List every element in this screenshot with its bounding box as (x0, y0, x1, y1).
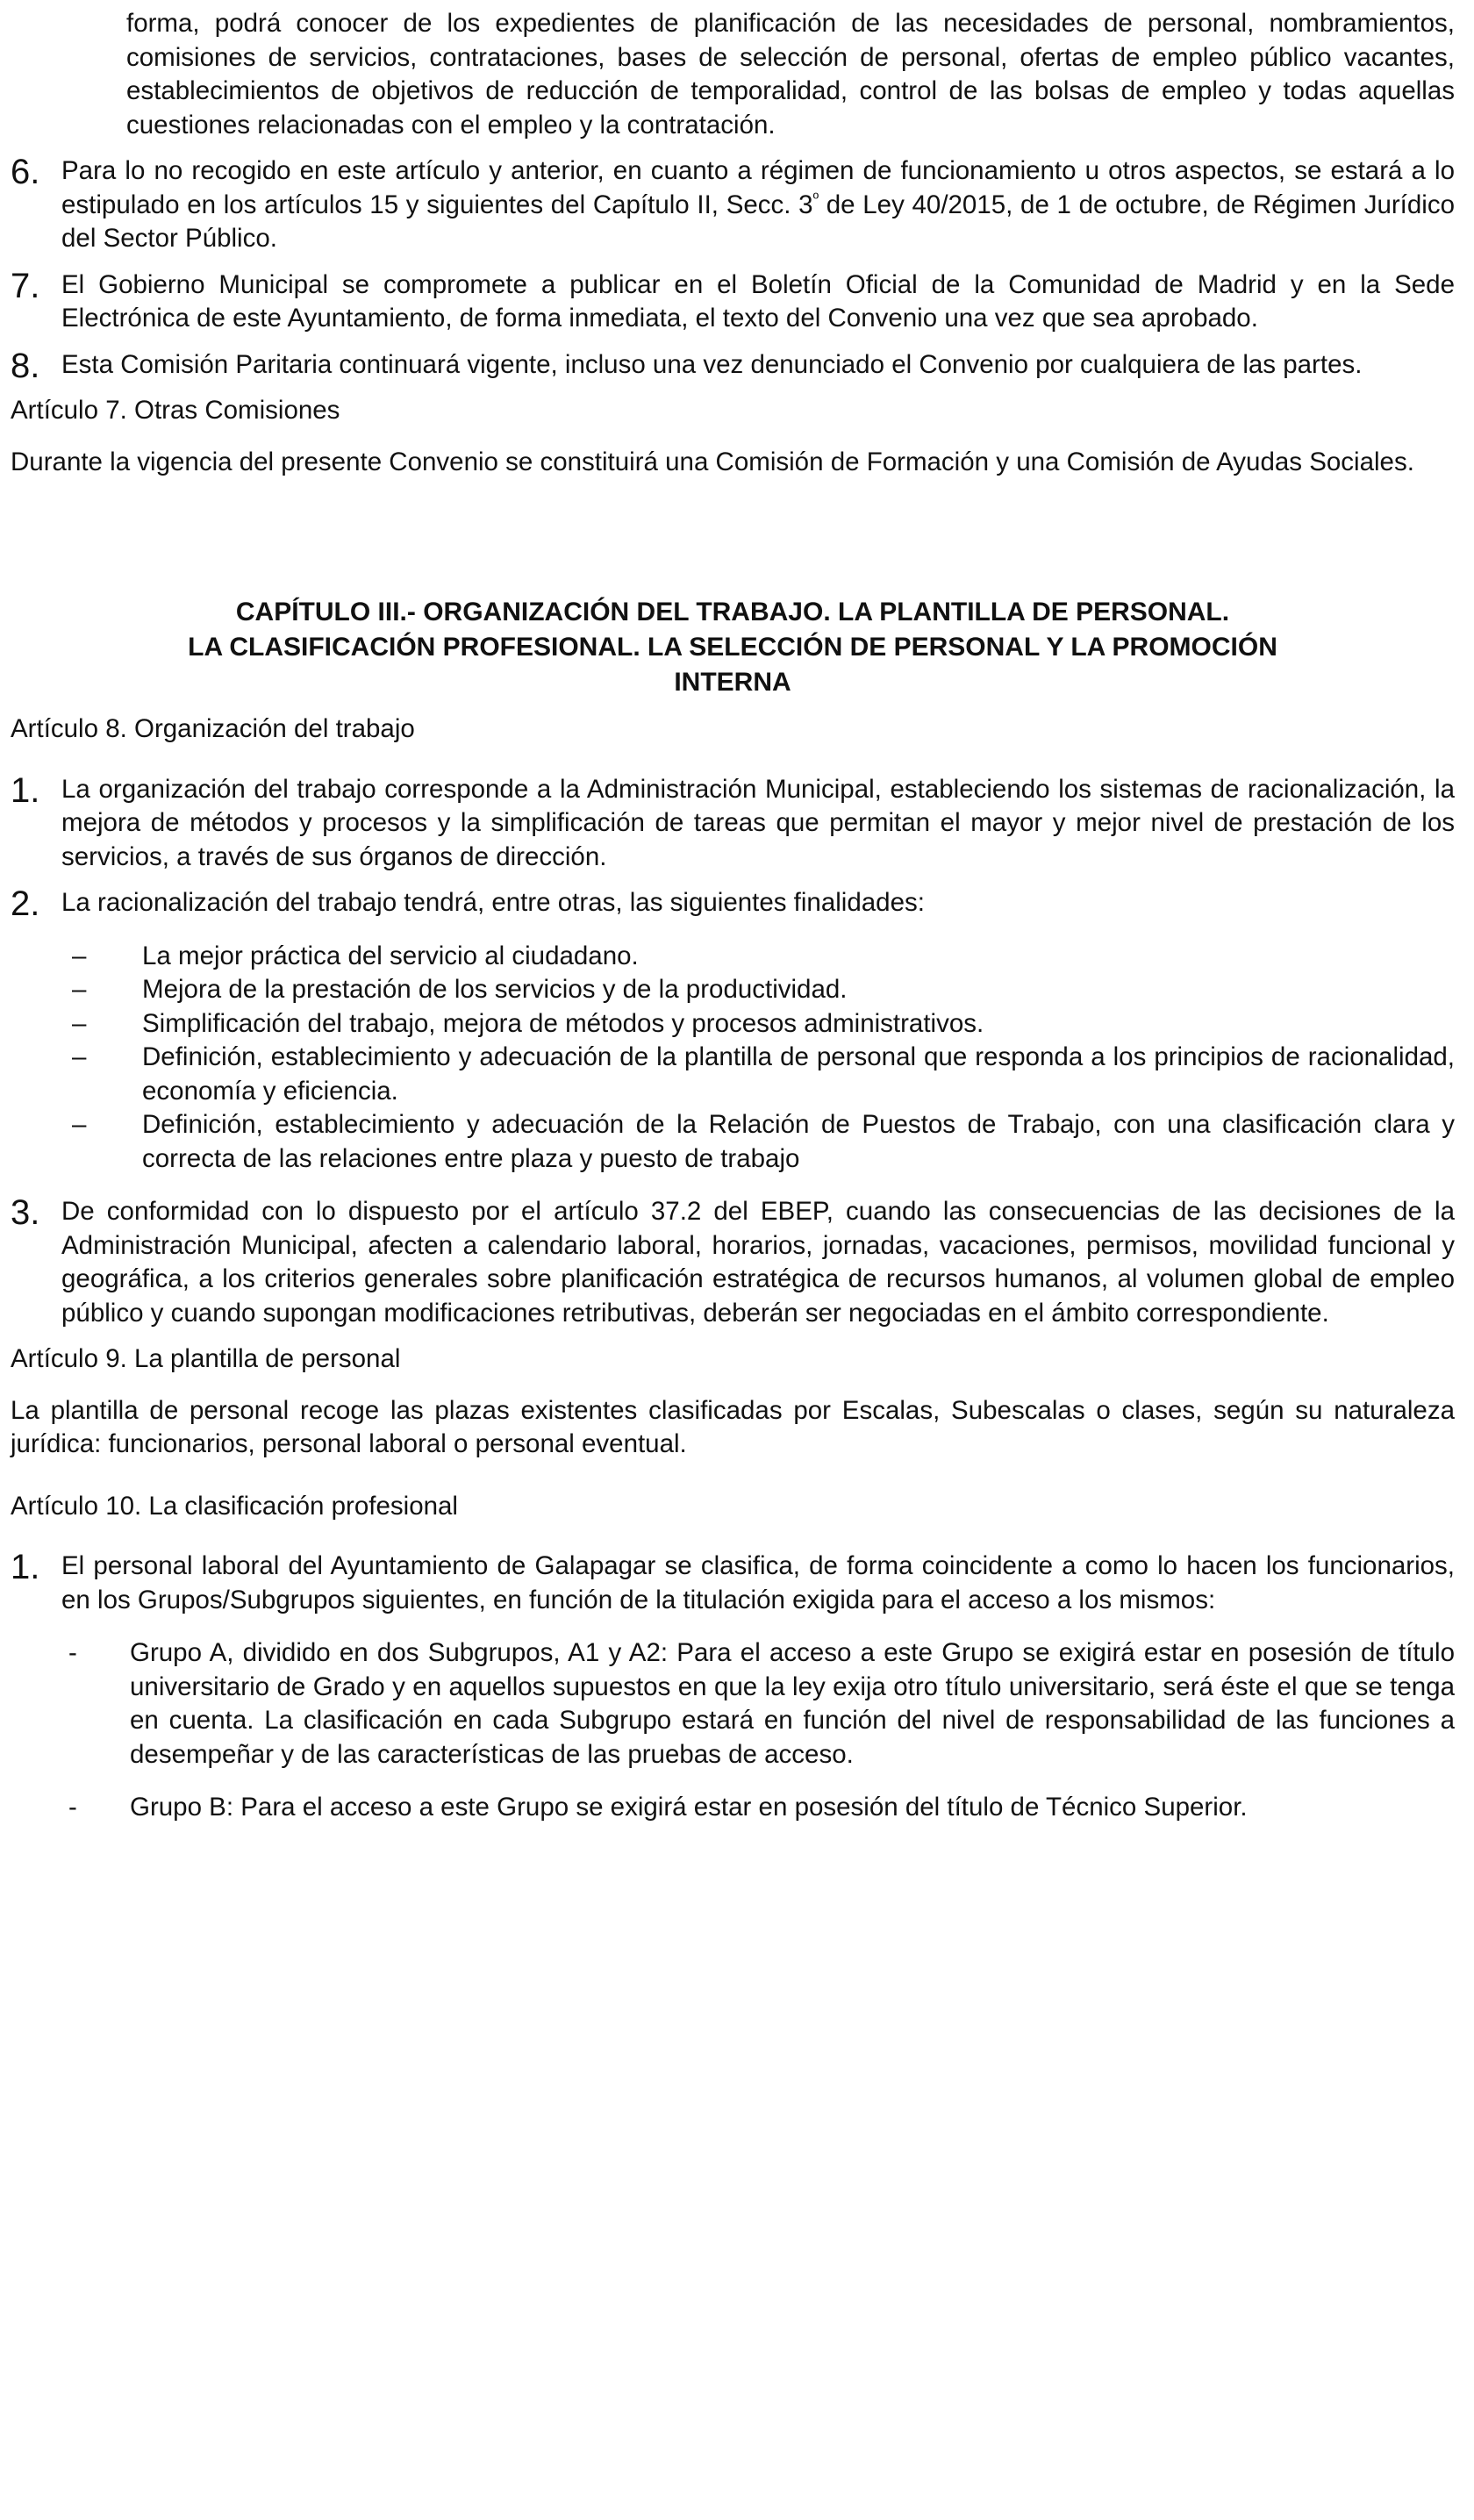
dash-marker: – (72, 975, 87, 1004)
dash-marker: – (72, 1042, 87, 1071)
list-item (11, 940, 1455, 974)
chapter-title-line: CAPÍTULO III.- ORGANIZACIÓN DEL TRABAJO. LA PLANTILLA DE PERSONAL. (235, 598, 1230, 626)
list-item (11, 1636, 1455, 1772)
item-text-part: Para lo no recogido en este artículo y anterior, en cuanto a régimen de funcionamiento u otros aspectos, se estará a lo estipulado en los artículos 15 y siguientes del Capítulo II, Secc. 3 (61, 156, 1455, 219)
item-text: La organización del trabajo corresponde a la Administración Municipal, estableciendo los sistemas de racionalización, la mejora de métodos y procesos y la simplificación de tareas que permitan el mayor y mejor nivel de prestación de los servicios, a través de sus órganos de dirección. (61, 774, 1455, 871)
item-text: El Gobierno Municipal se compromete a publicar en el Boletín Oficial de la Comunidad de Madrid y en la Sede Electrónica de este Ayuntamiento, de forma inmediata, el texto del Convenio una vez que sea aprobado. (61, 269, 1455, 333)
dash-marker: – (72, 1110, 87, 1139)
list-item-text: Simplificación del trabajo, mejora de métodos y procesos administrativos. (142, 1008, 984, 1038)
article-7-text: Durante la vigencia del presente Convenio se constituirá una Comisión de Formación y una Comisión de Ayudas Sociales. (11, 447, 1414, 476)
item-number: 1. (11, 770, 40, 810)
item-text-part: de Ley 40/2015, de 1 de octubre, de Régimen Jurídico del Sector Público. (61, 190, 1455, 253)
list-item (11, 1007, 1455, 1042)
item-text: La racionalización del trabajo tendrá, entre otras, las siguientes finalidades: (61, 888, 925, 917)
finalidades-list (11, 940, 1455, 1177)
list-item-text: Grupo A, dividido en dos Subgrupos, A1 y A2: Para el acceso a este Grupo se exigirá estar en posesión de título universitario de Grado y en aquellos supuestos en que la ley exija otro título universitario, será éste el que se tenga en cuenta. La clasificación en cada Subgrupo estará en función del nivel de responsabilidad de las funciones a desempeñar y de las características de las pruebas de acceso. (130, 1638, 1455, 1769)
list-item-text: Mejora de la prestación de los servicios y de la productividad. (142, 975, 848, 1004)
item-number: 7. (11, 266, 40, 305)
list-item (11, 973, 1455, 1007)
item-text: El personal laboral del Ayuntamiento de Galapagar se clasifica, de forma coincidente a como lo hacen los funcionarios, en los Grupos/Subgrupos siguientes, en función de la titulación exigida para el acceso a los mismos: (61, 1551, 1455, 1614)
dash-marker: – (72, 941, 87, 970)
article-7-heading: Artículo 7. Otras Comisiones (11, 396, 340, 425)
list-item-text: Grupo B: Para el acceso a este Grupo se exigirá estar en posesión del título de Técnico Superior. (130, 1793, 1248, 1822)
list-item-text: La mejor práctica del servicio al ciudadano. (142, 941, 639, 970)
list-item (11, 1791, 1455, 1825)
item-number: 3. (11, 1193, 40, 1232)
numbered-item-3 (11, 1195, 1455, 1330)
grupos-list (11, 1636, 1455, 1825)
list-item (11, 1108, 1455, 1176)
item-number: 8. (11, 346, 40, 385)
ordinal-sup: º (812, 189, 819, 207)
dash-marker: - (68, 1793, 77, 1822)
item-text: Esta Comisión Paritaria continuará vigente, incluso una vez denunciado el Convenio por cualquiera de las partes. (61, 349, 1363, 379)
numbered-item-8 (11, 348, 1455, 383)
list-item-text: Definición, establecimiento y adecuación de la Relación de Puestos de Trabajo, con una clasificación clara y correcta de las relaciones entre plaza y puesto de trabajo (142, 1110, 1455, 1173)
item-text: De conformidad con lo dispuesto por el artículo 37.2 del EBEP, cuando las consecuencias de las decisiones de la Administración Municipal, afecten a calendario laboral, horarios, jornadas, vacaciones, permisos, movilidad funcional y geográfica, a los criterios generales sobre planificación estratégica de recursos humanos, al volumen global de empleo público y cuando supongan modificaciones retributivas, deberán ser negociadas en el ámbito correspondiente. (61, 1197, 1455, 1328)
list-item (11, 1041, 1455, 1108)
chapter-title-line: INTERNA (674, 668, 791, 697)
numbered-item-1 (11, 1550, 1455, 1617)
article-8-heading: Artículo 8. Organización del trabajo (11, 714, 415, 743)
dash-marker: – (72, 1008, 87, 1038)
list-item-text: Definición, establecimiento y adecuación de la plantilla de personal que responda a los principios de racionalidad, economía y eficiencia. (142, 1042, 1455, 1106)
chapter-title-line: LA CLASIFICACIÓN PROFESIONAL. LA SELECCIÓN DE PERSONAL Y LA PROMOCIÓN (188, 633, 1277, 662)
dash-marker: - (68, 1638, 77, 1667)
article-9-heading: Artículo 9. La plantilla de personal (11, 1344, 401, 1373)
intro-paragraph: forma, podrá conocer de los expedientes de planificación de las necesidades de personal, nombramientos, comisiones de servicios, contrataciones, bases de selección de personal, ofertas de empleo público vacantes, establecimientos de objetivos de reducción de temporalidad, control de las bolsas de empleo y todas aquellas cuestiones relacionadas con el empleo y la contratación. (126, 9, 1455, 140)
article-9-text: La plantilla de personal recoge las plazas existentes clasificadas por Escalas, Subescalas o clases, según su naturaleza jurídica: funcionarios, personal laboral o personal eventual. (11, 1395, 1455, 1458)
numbered-item-6 (11, 154, 1455, 256)
numbered-item-2 (11, 884, 1455, 923)
numbered-item-1 (11, 770, 1455, 875)
article-10-heading: Artículo 10. La clasificación profesional (11, 1491, 458, 1521)
item-number: 1. (11, 1548, 40, 1586)
numbered-item-7 (11, 268, 1455, 336)
item-number: 2. (11, 884, 40, 923)
item-number: 6. (11, 153, 40, 191)
